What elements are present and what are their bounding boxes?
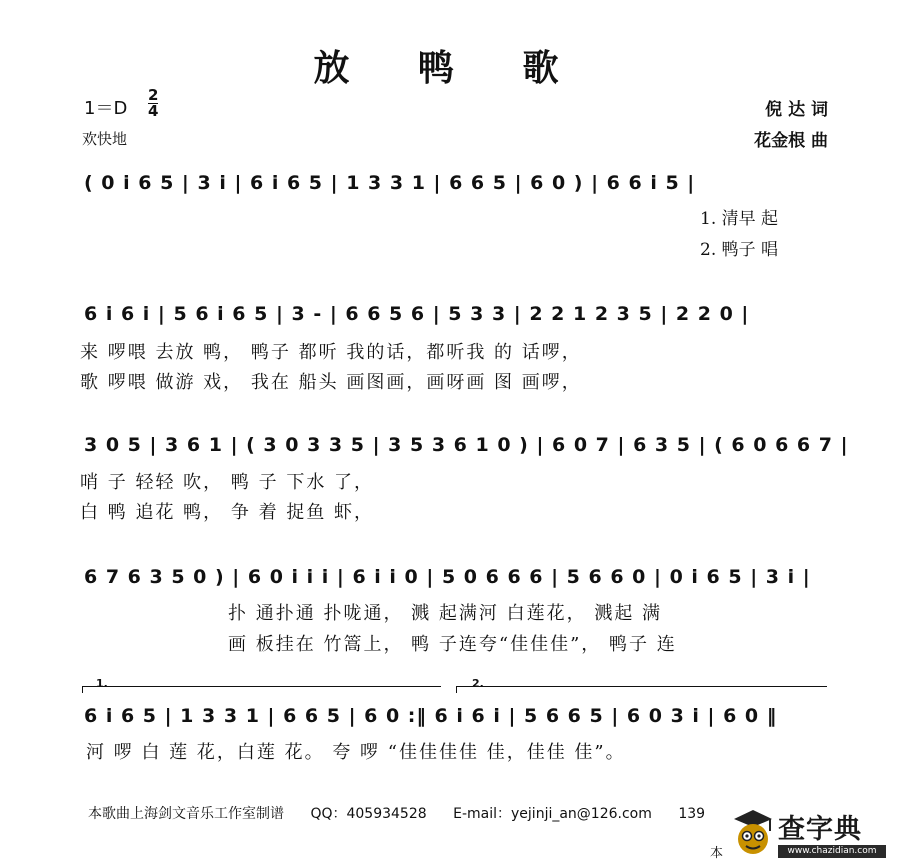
key-signature: 1＝D xyxy=(84,98,128,119)
lyric-row-2-verse-1: 来 啰喂 去放 鸭， 鸭子 都听 我的话，都听我 的 话啰， xyxy=(80,342,582,363)
song-title: 放 鸭 歌 xyxy=(313,47,587,89)
time-signature xyxy=(148,88,158,119)
time-signature-bottom: 4 xyxy=(148,102,159,120)
lyric-row-4-verse-2: 画 板挂在 竹篙上， 鸭 子连夸“佳佳佳”， 鸭子 连 xyxy=(228,634,677,655)
logo-url: www.chazidian.com xyxy=(778,845,886,858)
corner-text: 本 xyxy=(710,846,724,861)
tempo-marking: 欢快地 xyxy=(82,130,128,148)
footer-email: E-mail：yejinji_an@126.com xyxy=(453,806,652,822)
notation-row-1: ( 0 i 6 5 | 3 i | 6 i 6 5 | 1 3 3 1 | 6 6 5 | 6 0 ) | 6 6 i 5 | xyxy=(84,172,696,194)
footer-qq: QQ：405934528 xyxy=(310,806,427,822)
composer-credit: 花金根 曲 xyxy=(754,131,828,151)
volta-bracket-2 xyxy=(456,686,827,693)
footer-credit: 本歌曲上海剑文音乐工作室制谱 xyxy=(88,806,284,822)
lyricist-credit: 倪 达 词 xyxy=(765,100,828,120)
lyric-row-3-verse-1: 哨 子 轻轻 吹， 鸭 子 下水 了， xyxy=(80,472,375,493)
footer-phone: 139 xyxy=(678,806,706,822)
lyric-row-4-verse-1: 扑 通扑通 扑咙通， 溅 起满河 白莲花， 溅起 满 xyxy=(228,603,663,624)
notation-row-3: 3 0 5 | 3 6 1 | ( 3 0 3 3 5 | 3 5 3 6 1 0 ) | 6 0 7 | 6 3 5 | ( 6 0 6 6 7 | xyxy=(84,434,849,456)
mascot-icon xyxy=(730,805,776,861)
verse-start-2: 2. 鸭子 唱 xyxy=(700,240,779,260)
lyric-row-2-verse-2: 歌 啰喂 做游 戏， 我在 船头 画图画，画呀画 图 画啰， xyxy=(80,372,582,393)
logo-name: 查字典 xyxy=(778,814,862,845)
volta-bracket-1 xyxy=(82,686,441,693)
time-signature-top: 2 xyxy=(148,86,159,104)
lyric-row-5: 河 啰 白 莲 花，白莲 花。 夸 啰 “佳佳佳佳 佳，佳佳 佳”。 xyxy=(86,742,626,763)
footer xyxy=(88,803,727,823)
volta-label-1: 1. xyxy=(96,677,108,690)
notation-row-5: 6 i 6 5 | 1 3 3 1 | 6 6 5 | 6 0 :‖ 6 i 6 i | 5 6 6 5 | 6 0 3 i | 6 0 ‖ xyxy=(84,705,778,727)
verse-start-1: 1. 清早 起 xyxy=(700,209,779,229)
notation-row-4: 6 7 6 3 5 0 ) | 6 0 i i i | 6 i i 0 | 5 0 6 6 6 | 5 6 6 0 | 0 i 6 5 | 3 i | xyxy=(84,566,811,588)
notation-row-2: 6 i 6 i | 5 6 i 6 5 | 3 - | 6 6 5 6 | 5 3 3 | 2 2 1 2 3 5 | 2 2 0 | xyxy=(84,303,750,325)
site-logo[interactable] xyxy=(730,805,890,863)
volta-label-2: 2. xyxy=(472,677,484,690)
lyric-row-3-verse-2: 白 鸭 追花 鸭， 争 着 捉鱼 虾， xyxy=(80,502,375,523)
